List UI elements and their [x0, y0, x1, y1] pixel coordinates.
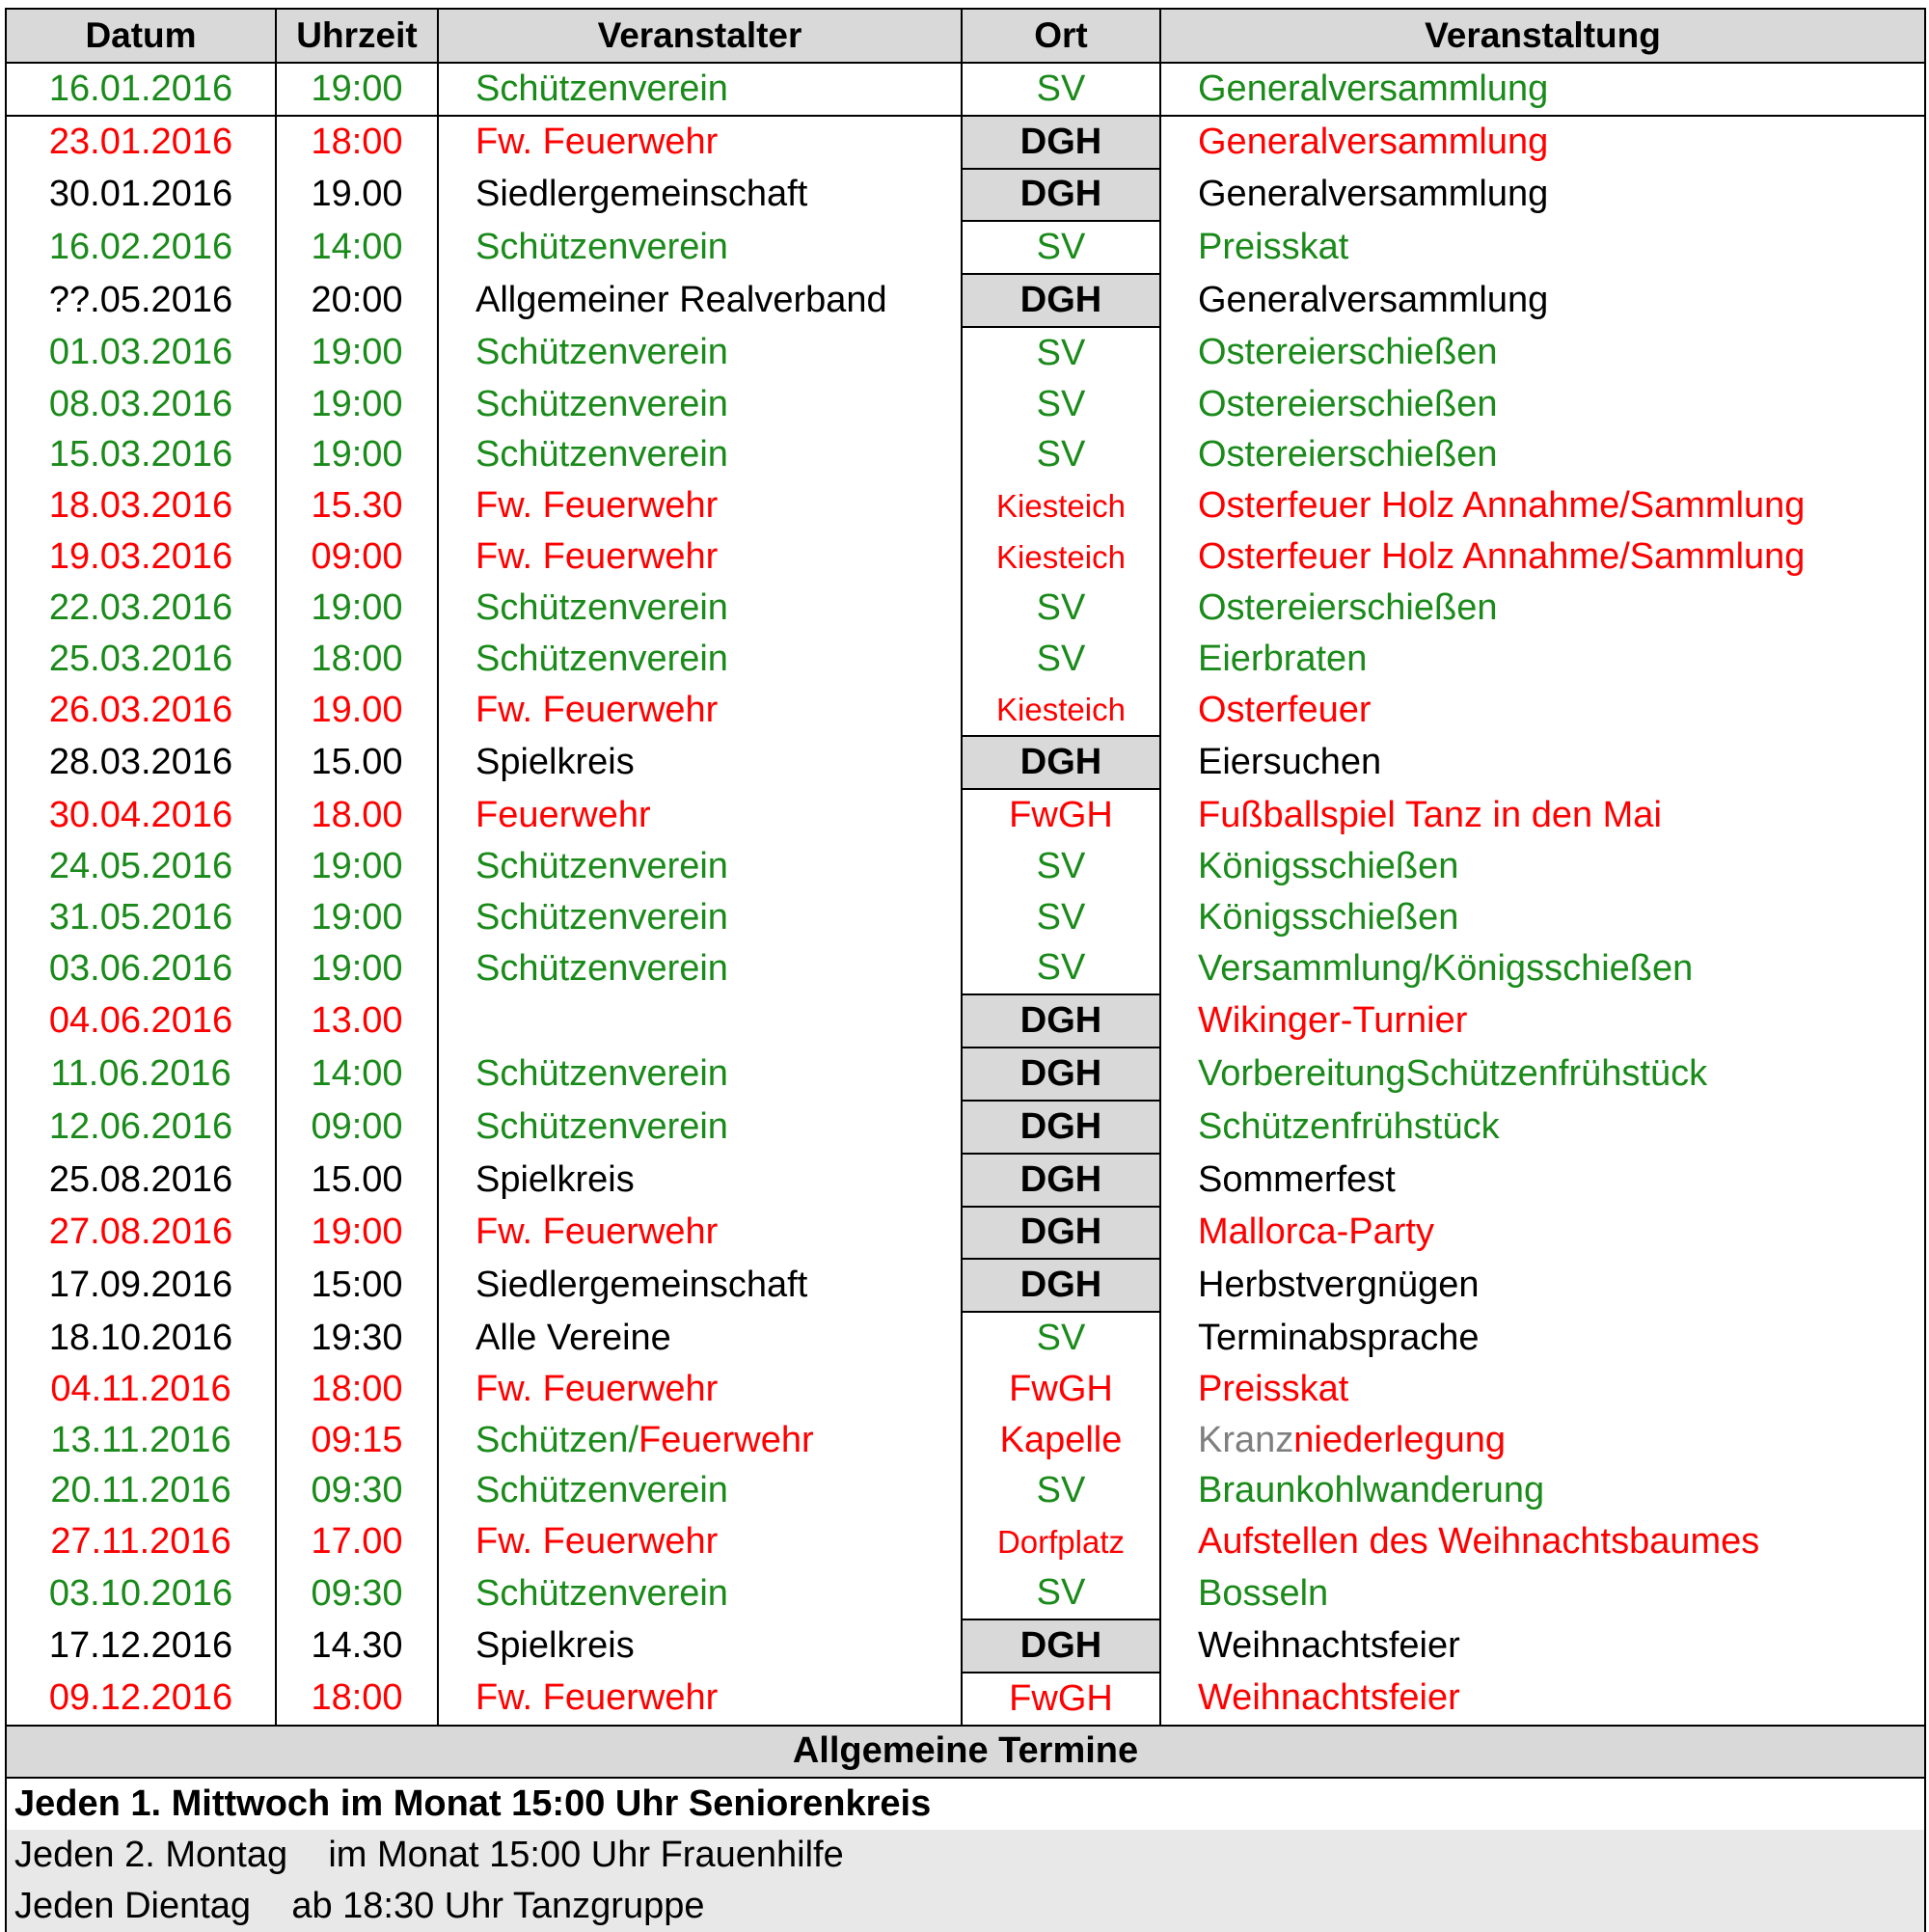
table-row [6, 1466, 1925, 1517]
date-cell: 24.05.2016 [6, 841, 276, 892]
date-cell: 08.03.2016 [6, 379, 276, 430]
time-cell: 09:30 [276, 1466, 438, 1517]
time-cell: 18.00 [276, 789, 438, 841]
time-cell: 18:00 [276, 1673, 438, 1726]
organizer-cell: Fw. Feuerwehr [438, 480, 962, 531]
organizer-cell: Schützenverein [438, 943, 962, 995]
table-row [6, 169, 1925, 222]
date-cell: 16.02.2016 [6, 221, 276, 274]
date-cell: 31.05.2016 [6, 892, 276, 943]
table-row [6, 430, 1925, 481]
organizer-cell: Fw. Feuerwehr [438, 1673, 962, 1726]
table-row [6, 1101, 1925, 1154]
table-row [6, 1154, 1925, 1207]
general-row [6, 1778, 1925, 1830]
place-cell: SV [962, 327, 1160, 379]
event-cell: Wikinger-Turnier [1160, 994, 1925, 1048]
event-cell: Preisskat [1160, 221, 1925, 274]
time-cell: 19:30 [276, 1312, 438, 1364]
time-cell: 19.00 [276, 169, 438, 222]
general-title: Allgemeine Termine [6, 1726, 1925, 1779]
event-cell: VorbereitungSchützenfrühstück [1160, 1048, 1925, 1101]
events-table [5, 8, 1926, 1932]
date-cell: 26.03.2016 [6, 685, 276, 737]
date-cell: 27.08.2016 [6, 1207, 276, 1260]
place-cell: DGH [962, 169, 1160, 222]
organizer-cell: Fw. Feuerwehr [438, 1364, 962, 1415]
organizer-cell: Spielkreis [438, 1619, 962, 1673]
event-cell: Ostereierschießen [1160, 327, 1925, 379]
time-cell: 14:00 [276, 1048, 438, 1101]
time-cell: 19:00 [276, 379, 438, 430]
date-cell: 17.09.2016 [6, 1259, 276, 1312]
organizer-cell: Spielkreis [438, 736, 962, 789]
table-row [6, 1415, 1925, 1466]
date-cell: 22.03.2016 [6, 583, 276, 634]
table-row [6, 583, 1925, 634]
place-cell: Kiesteich [962, 480, 1160, 531]
time-cell: 19:00 [276, 1207, 438, 1260]
organizer-cell: Schützenverein [438, 1567, 962, 1619]
date-cell: 12.06.2016 [6, 1101, 276, 1154]
table-row [6, 1619, 1925, 1673]
general-item: Jeden 1. Mittwoch im Monat 15:00 Uhr Seniorenkreis [6, 1778, 1925, 1830]
time-cell: 09:00 [276, 1101, 438, 1154]
organizer-cell: Schützenverein [438, 430, 962, 481]
event-cell: Ostereierschießen [1160, 583, 1925, 634]
event-cell: Osterfeuer [1160, 685, 1925, 737]
date-cell: 01.03.2016 [6, 327, 276, 379]
place-cell: DGH [962, 1207, 1160, 1260]
event-cell: Aufstellen des Weihnachtsbaumes [1160, 1516, 1925, 1567]
table-row [6, 994, 1925, 1048]
time-cell: 15.30 [276, 480, 438, 531]
event-rows [6, 63, 1925, 1726]
date-cell: 17.12.2016 [6, 1619, 276, 1673]
date-cell: 30.01.2016 [6, 169, 276, 222]
date-cell: 13.11.2016 [6, 1415, 276, 1466]
table-row [6, 531, 1925, 583]
place-cell: SV [962, 1567, 1160, 1619]
table-row [6, 736, 1925, 789]
place-cell: SV [962, 634, 1160, 685]
event-cell: Herbstvergnügen [1160, 1259, 1925, 1312]
organizer-cell: Alle Vereine [438, 1312, 962, 1364]
event-cell: Eiersuchen [1160, 736, 1925, 789]
place-cell: Kiesteich [962, 685, 1160, 737]
event-cell: Eierbraten [1160, 634, 1925, 685]
organizer-cell: Fw. Feuerwehr [438, 1207, 962, 1260]
place-cell: SV [962, 943, 1160, 995]
organizer-cell: Schützenverein [438, 221, 962, 274]
event-cell: Mallorca-Party [1160, 1207, 1925, 1260]
organizer-cell: Schützenverein [438, 1048, 962, 1101]
time-cell: 19:00 [276, 63, 438, 116]
place-cell: SV [962, 1466, 1160, 1517]
organizer-cell: Schützenverein [438, 634, 962, 685]
place-cell: DGH [962, 1048, 1160, 1101]
table-row [6, 327, 1925, 379]
event-cell: Generalversammlung [1160, 274, 1925, 327]
place-cell: DGH [962, 1619, 1160, 1673]
place-cell: FwGH [962, 789, 1160, 841]
organizer-cell: Siedlergemeinschaft [438, 169, 962, 222]
time-cell: 15.00 [276, 736, 438, 789]
time-cell: 20:00 [276, 274, 438, 327]
table-row [6, 1567, 1925, 1619]
event-cell: Kranzniederlegung [1160, 1415, 1925, 1466]
event-cell: Sommerfest [1160, 1154, 1925, 1207]
place-cell: DGH [962, 994, 1160, 1048]
place-cell: SV [962, 841, 1160, 892]
date-cell: 09.12.2016 [6, 1673, 276, 1726]
organizer-cell: Fw. Feuerwehr [438, 1516, 962, 1567]
organizer-cell: Siedlergemeinschaft [438, 1259, 962, 1312]
organizer-cell: Schützenverein [438, 1101, 962, 1154]
date-cell: 16.01.2016 [6, 63, 276, 116]
date-cell: 15.03.2016 [6, 430, 276, 481]
date-cell: 23.01.2016 [6, 116, 276, 169]
event-cell: Fußballspiel Tanz in den Mai [1160, 789, 1925, 841]
time-cell: 18:00 [276, 634, 438, 685]
table-row [6, 116, 1925, 169]
organizer-cell: Schützenverein [438, 63, 962, 116]
place-cell: SV [962, 430, 1160, 481]
place-cell: DGH [962, 1101, 1160, 1154]
date-cell: 27.11.2016 [6, 1516, 276, 1567]
event-cell: Generalversammlung [1160, 169, 1925, 222]
time-cell: 19:00 [276, 583, 438, 634]
place-cell: DGH [962, 736, 1160, 789]
general-section [6, 1726, 1925, 1932]
event-cell: Schützenfrühstück [1160, 1101, 1925, 1154]
column-header-place: Ort [962, 9, 1160, 63]
organizer-cell: Schützen/Feuerwehr [438, 1415, 962, 1466]
time-cell: 09:30 [276, 1567, 438, 1619]
time-cell: 17.00 [276, 1516, 438, 1567]
place-cell: DGH [962, 1154, 1160, 1207]
time-cell: 19:00 [276, 327, 438, 379]
date-cell: 04.11.2016 [6, 1364, 276, 1415]
date-cell: 28.03.2016 [6, 736, 276, 789]
time-cell: 13.00 [276, 994, 438, 1048]
time-cell: 14.30 [276, 1619, 438, 1673]
general-item: Jeden Dientag ab 18:30 Uhr Tanzgruppe [6, 1881, 1925, 1932]
place-cell: FwGH [962, 1364, 1160, 1415]
place-cell: SV [962, 892, 1160, 943]
general-item: Jeden 2. Montag im Monat 15:00 Uhr Frauenhilfe [6, 1830, 1925, 1881]
time-cell: 19:00 [276, 841, 438, 892]
date-cell: 18.03.2016 [6, 480, 276, 531]
organizer-cell: Schützenverein [438, 583, 962, 634]
table-row [6, 63, 1925, 116]
date-cell: 11.06.2016 [6, 1048, 276, 1101]
time-cell: 14:00 [276, 221, 438, 274]
place-cell: DGH [962, 274, 1160, 327]
event-cell: Generalversammlung [1160, 116, 1925, 169]
place-cell: SV [962, 583, 1160, 634]
date-cell: 20.11.2016 [6, 1466, 276, 1517]
organizer-cell: Spielkreis [438, 1154, 962, 1207]
table-row [6, 892, 1925, 943]
table-row [6, 1207, 1925, 1260]
event-cell: Weihnachtsfeier [1160, 1673, 1925, 1726]
table-row [6, 685, 1925, 737]
column-header-date: Datum [6, 9, 276, 63]
organizer-cell: Schützenverein [438, 379, 962, 430]
organizer-cell: Feuerwehr [438, 789, 962, 841]
table-row [6, 480, 1925, 531]
table-row [6, 221, 1925, 274]
time-cell: 09:15 [276, 1415, 438, 1466]
organizer-cell: Schützenverein [438, 841, 962, 892]
time-cell: 09:00 [276, 531, 438, 583]
event-cell: Osterfeuer Holz Annahme/Sammlung [1160, 531, 1925, 583]
table-row [6, 841, 1925, 892]
table-row [6, 1048, 1925, 1101]
time-cell: 19:00 [276, 892, 438, 943]
place-cell: FwGH [962, 1673, 1160, 1726]
table-row [6, 634, 1925, 685]
organizer-cell: Schützenverein [438, 892, 962, 943]
table-row [6, 1259, 1925, 1312]
date-cell: 04.06.2016 [6, 994, 276, 1048]
time-cell: 19:00 [276, 430, 438, 481]
table-row [6, 789, 1925, 841]
place-cell: SV [962, 379, 1160, 430]
table-row [6, 379, 1925, 430]
place-cell: Kiesteich [962, 531, 1160, 583]
column-header-organizer: Veranstalter [438, 9, 962, 63]
table-row [6, 1516, 1925, 1567]
organizer-cell: Fw. Feuerwehr [438, 531, 962, 583]
date-cell: ??.05.2016 [6, 274, 276, 327]
table-row [6, 1673, 1925, 1726]
column-header-event: Veranstaltung [1160, 9, 1925, 63]
place-cell: Dorfplatz [962, 1516, 1160, 1567]
date-cell: 25.03.2016 [6, 634, 276, 685]
place-cell: SV [962, 1312, 1160, 1364]
table-row [6, 274, 1925, 327]
time-cell: 15.00 [276, 1154, 438, 1207]
date-cell: 18.10.2016 [6, 1312, 276, 1364]
place-cell: DGH [962, 1259, 1160, 1312]
event-cell: Ostereierschießen [1160, 379, 1925, 430]
date-cell: 25.08.2016 [6, 1154, 276, 1207]
place-cell: Kapelle [962, 1415, 1160, 1466]
organizer-cell: Schützenverein [438, 327, 962, 379]
organizer-cell: Fw. Feuerwehr [438, 116, 962, 169]
organizer-cell: Fw. Feuerwehr [438, 685, 962, 737]
time-cell: 19:00 [276, 943, 438, 995]
time-cell: 15:00 [276, 1259, 438, 1312]
time-cell: 18:00 [276, 116, 438, 169]
event-cell: Braunkohlwanderung [1160, 1466, 1925, 1517]
time-cell: 19.00 [276, 685, 438, 737]
place-cell: SV [962, 63, 1160, 116]
table-row [6, 1312, 1925, 1364]
date-cell: 30.04.2016 [6, 789, 276, 841]
event-cell: Königsschießen [1160, 841, 1925, 892]
place-cell: SV [962, 221, 1160, 274]
event-cell: Weihnachtsfeier [1160, 1619, 1925, 1673]
date-cell: 19.03.2016 [6, 531, 276, 583]
event-cell: Terminabsprache [1160, 1312, 1925, 1364]
place-cell: DGH [962, 116, 1160, 169]
general-title-row [6, 1726, 1925, 1779]
organizer-cell: Allgemeiner Realverband [438, 274, 962, 327]
event-cell: Generalversammlung [1160, 63, 1925, 116]
event-cell: Versammlung/Königsschießen [1160, 943, 1925, 995]
column-header-time: Uhrzeit [276, 9, 438, 63]
event-cell: Preisskat [1160, 1364, 1925, 1415]
date-cell: 03.06.2016 [6, 943, 276, 995]
time-cell: 18:00 [276, 1364, 438, 1415]
organizer-cell: Schützenverein [438, 1466, 962, 1517]
organizer-cell [438, 994, 962, 1048]
event-cell: Bosseln [1160, 1567, 1925, 1619]
event-cell: Osterfeuer Holz Annahme/Sammlung [1160, 480, 1925, 531]
date-cell: 03.10.2016 [6, 1567, 276, 1619]
table-row [6, 1364, 1925, 1415]
general-row [6, 1830, 1925, 1881]
event-cell: Ostereierschießen [1160, 430, 1925, 481]
header-row [6, 9, 1925, 63]
table-row [6, 943, 1925, 995]
event-cell: Königsschießen [1160, 892, 1925, 943]
